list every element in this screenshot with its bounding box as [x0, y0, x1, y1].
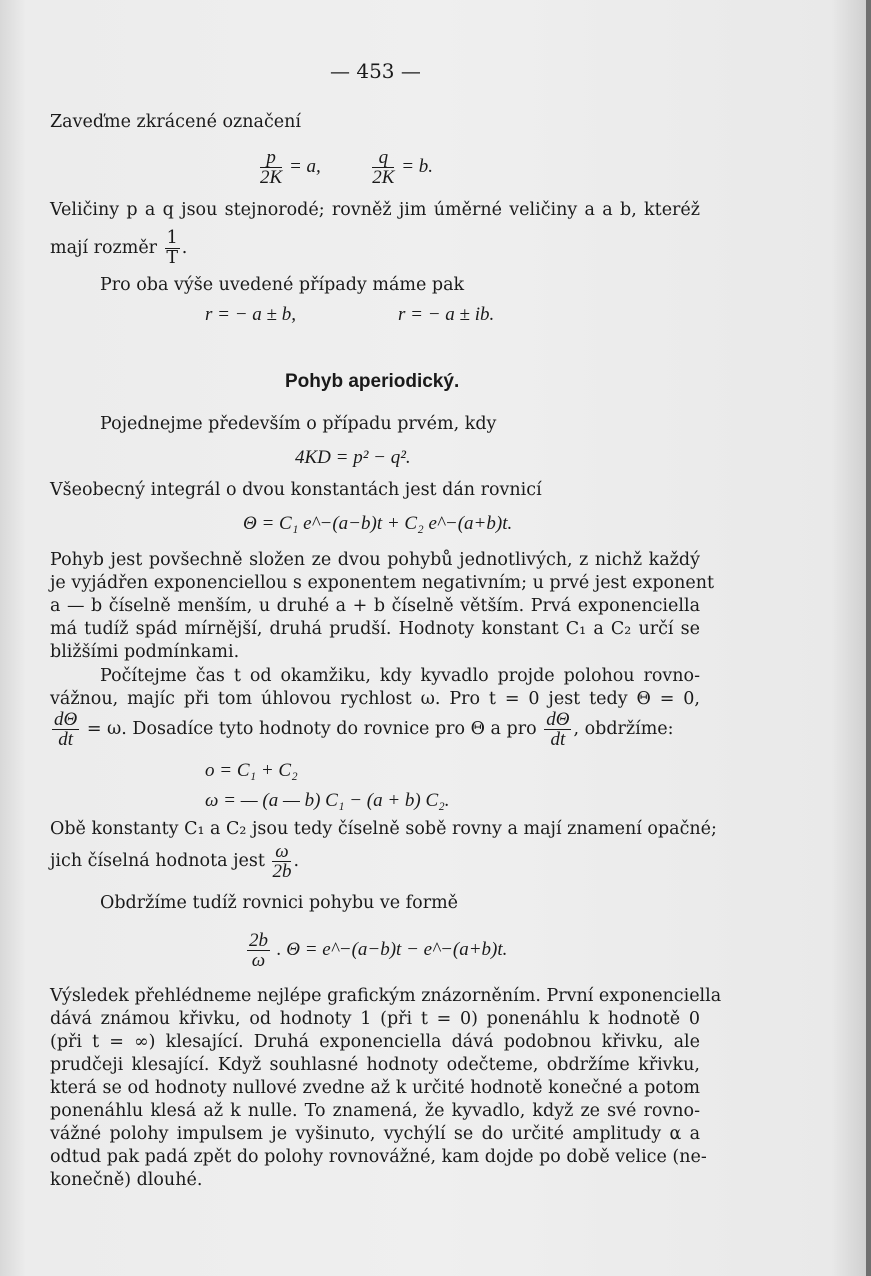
page-edge-shadow — [866, 0, 871, 1276]
formula-4KD: 4KD = p² − q². — [295, 447, 411, 468]
text-line: vážnou, majíc při tom úhlovou rychlost ω. Pro t = 0 jest tedy Θ = 0, — [50, 689, 700, 709]
text-line: vážné polohy impulsem je vyšinuto, vychýlí se do určité amplitudy α a — [50, 1124, 700, 1144]
formula-ratios: $\frac{p}{2K}$ = a, $\frac{q}{2K}$ = b. — [260, 147, 434, 188]
text-line: dává známou křivku, od hodnoty 1 (při t = 0) ponenáhlu k hodnotě 0 — [50, 1009, 700, 1029]
formula-motion: $\frac{2b}{\omega}$ . Θ = e^−(a−b)t − e^−(a+b)t. — [249, 930, 508, 971]
text-line: má tudíž spád mírnější, druhá prudší. Hodnoty konstant C₁ a C₂ určí se — [50, 619, 700, 639]
formula-r-left: r = − a ± b, — [205, 304, 296, 325]
text-line: odtud pak padá zpět do polohy rovnovážné, kam dojde po době velice (ne- — [50, 1147, 707, 1167]
text-line: a — b číselně menším, u druhé a + b číselně větším. Prvá exponenciella — [50, 596, 700, 616]
text-line: Pohyb jest povšechně složen ze dvou pohybů jednotlivých, z nichž každý — [50, 550, 700, 570]
text-line: Všeobecný integrál o dvou konstantách jest dán rovnicí — [50, 480, 542, 500]
text-line: Veličiny p a q jsou stejnorodé; rovněž jim úměrné veličiny a a b, kteréž — [50, 200, 700, 220]
text-line: je vyjádřen exponenciellou s exponentem negativním; u prvé jest exponent — [50, 573, 715, 593]
text-line: prudčeji klesající. Když souhlasné hodnoty odečteme, obdržíme křivku, — [50, 1055, 700, 1075]
text-line: Obě konstanty C₁ a C₂ jsou tedy číselně sobě rovny a mají znamení opačné; — [50, 819, 717, 839]
text-line: Výsledek přehlédneme nejlépe grafickým znázorněním. První exponenciella — [50, 986, 722, 1006]
text-line: bližšími podmínkami. — [50, 642, 240, 662]
page-number: — 453 — — [330, 59, 421, 83]
formula-constants-sum: o = C₁ + C₂ — [205, 760, 298, 781]
text-line: Počítejme čas t od okamžiku, kdy kyvadlo projde polohou rovno- — [100, 666, 700, 686]
text-line-derivative: $\frac{d\Theta}{dt}$ = ω. Dosadíce tyto hodnoty do rovnice pro Θ a pro $\frac{d\Theta}{dt}$ , obdržíme: — [54, 709, 674, 750]
text-line: Zaveďme zkrácené označení — [50, 112, 302, 132]
text-line-with-fraction: mají rozměr $\frac{1}{T}$ . — [50, 228, 188, 268]
text-line: Obdržíme tudíž rovnici pohybu ve formě — [100, 893, 459, 913]
text-line: konečně) dlouhé. — [50, 1170, 203, 1190]
formula-theta-general: Θ = C₁ e^−(a−b)t + C₂ e^−(a+b)t. — [243, 513, 513, 534]
formula-omega: ω = — (a — b) C₁ − (a + b) C₂. — [205, 790, 450, 811]
formula-r-right: r = − a ± ib. — [398, 304, 495, 325]
text-line: Pojednejme především o případu prvém, kdy — [100, 414, 497, 434]
text-line: která se od hodnoty nullové zvedne až k určité hodnotě konečné a potom — [50, 1078, 700, 1098]
text-line: ponenáhlu klesá až k nulle. To znamená, že kyvadlo, když ze své rovno- — [50, 1101, 700, 1121]
text-line: (při t = ∞) klesající. Druhá exponenciella dává podobnou křivku, ale — [50, 1032, 700, 1052]
section-heading: Pohyb aperiodický. — [285, 371, 460, 392]
text-line: Pro oba výše uvedené případy máme pak — [100, 275, 465, 295]
text-line-with-fraction: jich číselná hodnota jest $\frac{\omega}{2b}$ . — [50, 841, 300, 882]
